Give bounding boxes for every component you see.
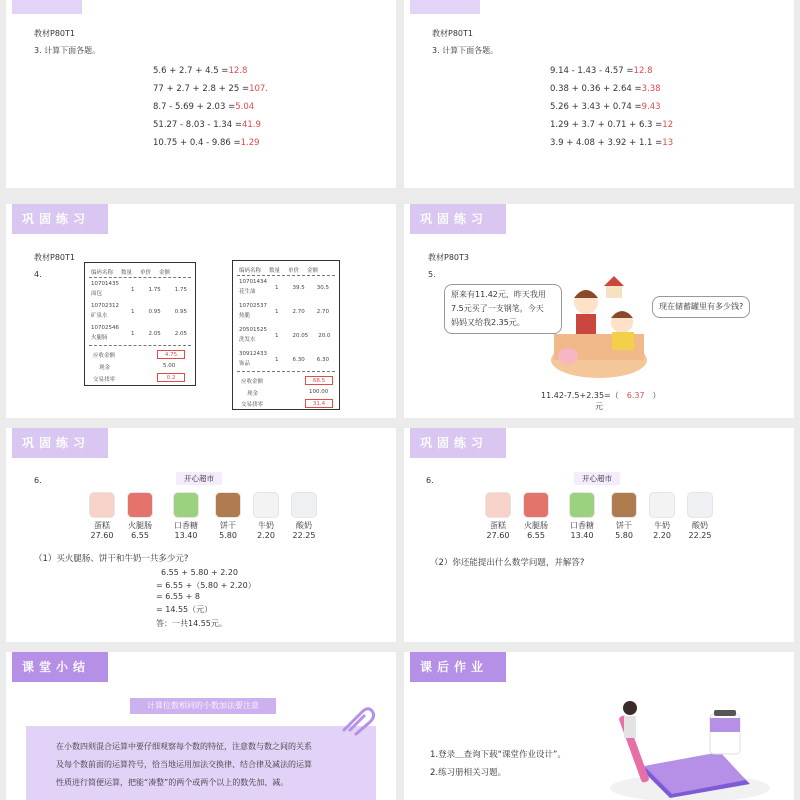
shop-title: 开心超市 [176,472,222,485]
product-cake: 蛋糕 27.60 [85,492,119,540]
answer: 12.8 [633,66,653,76]
divider [89,277,191,278]
summary-box [26,726,376,800]
slide-calc-1 [6,0,396,188]
section-tag: 巩固练习 [410,204,506,234]
receipt-row: 10701434 [239,279,267,285]
question-label: 6. [426,476,434,485]
yogurt-icon [291,492,317,518]
due-label: 应收金额 [93,353,116,359]
cash-label: 现金 [247,391,259,397]
speech-bubble-right: 现在储蓄罐里有多少钱? [652,296,750,318]
receipt-row: 10701435 [91,281,119,287]
divider [237,275,335,276]
slide-tag-stub [410,0,480,14]
summary-title: 计算位数相同的小数加法要注意 [130,698,276,714]
receipt-row: 20501525 [239,327,267,333]
sub-question: （1）买火腿肠、饼干和牛奶一共多少元? [34,554,189,564]
product-yogurt: 酸奶 22.25 [287,492,321,540]
due-label: 应收金额 [241,379,264,385]
receipt-row: 矿泉水 [91,313,108,319]
change-label: 交易找零 [93,377,116,383]
student-writing-illustration [600,694,780,800]
product-yogurt: 酸奶 22.25 [683,492,717,540]
equation-row: 0.38 + 0.36 + 2.64 =3.38 [550,84,661,94]
receipt-row: 饰品 [239,361,251,367]
receipt-header: 编码名称 数量 单价 金额 [91,270,171,276]
slide-shop-2 [404,428,794,642]
receipt-values: 1 39.5 30.5 [275,285,329,291]
receipt-values: 1 6.30 6.30 [275,357,329,363]
final-answer: 答：一共14.55元。 [156,619,227,628]
milk-icon [253,492,279,518]
gum-icon [173,492,199,518]
slide-receipts [6,204,396,418]
change-label: 交易找零 [241,402,264,408]
equation-row: 5.26 + 3.43 + 0.74 =9.43 [550,102,661,112]
slide-tag-stub [12,0,82,14]
solution-step: 6.55 + 5.80 + 2.20 [161,568,239,577]
answer: 12.8 [228,66,248,76]
unit-label: 元 [595,402,603,411]
paperclip-icon [340,706,376,736]
equation-row: 1.29 + 3.7 + 0.71 + 6.3 =12 [550,120,674,130]
sub-question: （2）你还能提出什么数学问题，并解答? [430,558,585,568]
receipt-header: 编码名称 数量 单价 金额 [239,268,319,274]
source-label: 教材P80T1 [34,253,75,262]
receipt-row: 10702537 [239,303,267,309]
solution-step: = 14.55（元） [156,605,213,614]
sausage-icon [523,492,549,518]
kids-illustration [544,274,654,384]
shop-title: 开心超市 [574,472,620,485]
product-biscuit: 饼干 5.80 [607,492,641,540]
receipt-row: 火腿肠 [91,335,108,341]
receipt-row: 热脆 [239,313,251,319]
section-tag: 巩固练习 [410,428,506,458]
answer: 1.29 [240,138,260,148]
source-label: 教材P80T1 [432,29,473,38]
question-label: 3. 计算下面各题。 [34,46,101,55]
section-tag: 课后作业 [410,652,506,682]
answer-equation: 11.42-7.5+2.35=（ 6.37 ） [541,391,661,400]
gum-icon [569,492,595,518]
biscuit-icon [215,492,241,518]
question-label: 4. [34,270,42,279]
receipt-2 [232,260,340,410]
source-label: 教材P80T3 [428,253,469,262]
cash-value: 5.00 [163,363,176,369]
answer: 107. [249,84,269,94]
cash-label: 现金 [99,365,111,371]
solution-step: = 6.55 +（5.80 + 2.20） [156,581,256,590]
source-label: 教材P80T1 [34,29,75,38]
equation-row: 51.27 - 8.03 - 1.34 =41.9 [153,120,261,130]
homework-item: 2.练习册相关习题。 [430,768,507,778]
due-value: 68.5 [305,376,333,385]
product-sausage: 火腿肠 6.55 [123,492,157,540]
question-label: 3. 计算下面各题。 [432,46,499,55]
receipt-row: 10702312 [91,303,119,309]
answer: 9.43 [641,102,661,112]
product-gum: 口香糖 13.40 [169,492,203,540]
product-gum: 口香糖 13.40 [565,492,599,540]
question-label: 5. [428,270,436,279]
milk-icon [649,492,675,518]
slide-calc-2 [404,0,794,188]
question-label: 6. [34,476,42,485]
change-value: 0.2 [157,373,185,382]
cake-icon [89,492,115,518]
product-cake: 蛋糕 27.60 [481,492,515,540]
due-value: 4.75 [157,350,185,359]
receipt-values: 1 1.75 1.75 [131,287,187,293]
equation-row: 8.7 - 5.69 + 2.03 =5.04 [153,102,255,112]
product-sausage: 火腿肠 6.55 [519,492,553,540]
receipt-row: 30912433 [239,351,267,357]
equation-row: 5.6 + 2.7 + 4.5 =12.8 [153,66,248,76]
equation-row: 10.75 + 0.4 - 9.86 =1.29 [153,138,260,148]
receipt-row: 花生油 [239,289,256,295]
receipt-row: 面包 [91,291,103,297]
answer: 6.37 [626,391,645,400]
answer: 3.38 [641,84,661,94]
change-value: 31.4 [305,399,333,408]
product-milk: 牛奶 2.20 [645,492,679,540]
receipt-values: 1 2.70 2.70 [275,309,329,315]
section-tag: 巩固练习 [12,204,108,234]
divider [237,371,335,372]
divider [89,345,191,346]
slide-piggy-bank [404,204,794,418]
solution-step: = 6.55 + 8 [156,592,200,601]
receipt-values: 1 20.05 20.0 [275,333,331,339]
speech-bubble-left: 原来有11.42元，昨天我用 7.5元买了一支钢笔，今天 妈妈又给我2.35元。 [444,284,562,334]
equation-row: 9.14 - 1.43 - 4.57 =12.8 [550,66,653,76]
cash-value: 100.00 [309,389,329,395]
slide-shop-1 [6,428,396,642]
product-milk: 牛奶 2.20 [249,492,283,540]
cake-icon [485,492,511,518]
homework-item: 1.登录＿查询下载“课堂作业设计”。 [430,750,566,760]
receipt-row: 洗发水 [239,337,256,343]
summary-line: 在小数四则混合运算中要仔细观察每个数的特征，注意数与数之间的关系 [56,742,312,751]
biscuit-icon [611,492,637,518]
answer: 13 [662,138,674,148]
receipt-values: 1 0.95 0.95 [131,309,187,315]
receipt-values: 1 2.05 2.05 [131,331,187,337]
product-biscuit: 饼干 5.80 [211,492,245,540]
receipt-1 [84,262,196,386]
yogurt-icon [687,492,713,518]
section-tag: 巩固练习 [12,428,108,458]
equation-row: 3.9 + 4.08 + 3.92 + 1.1 =13 [550,138,674,148]
summary-line: 性质进行简便运算，把能“凑整”的两个或两个以上的数先加、减。 [56,778,289,787]
answer: 41.9 [241,120,261,130]
equation-row: 77 + 2.7 + 2.8 + 25 =107. [153,84,269,94]
receipt-row: 10702546 [91,325,119,331]
answer: 12 [662,120,674,130]
section-tag: 课堂小结 [12,652,108,682]
answer: 5.04 [235,102,255,112]
summary-line: 及每个数前面的运算符号，恰当地运用加法交换律、结合律及减法的运算 [56,760,312,769]
sausage-icon [127,492,153,518]
